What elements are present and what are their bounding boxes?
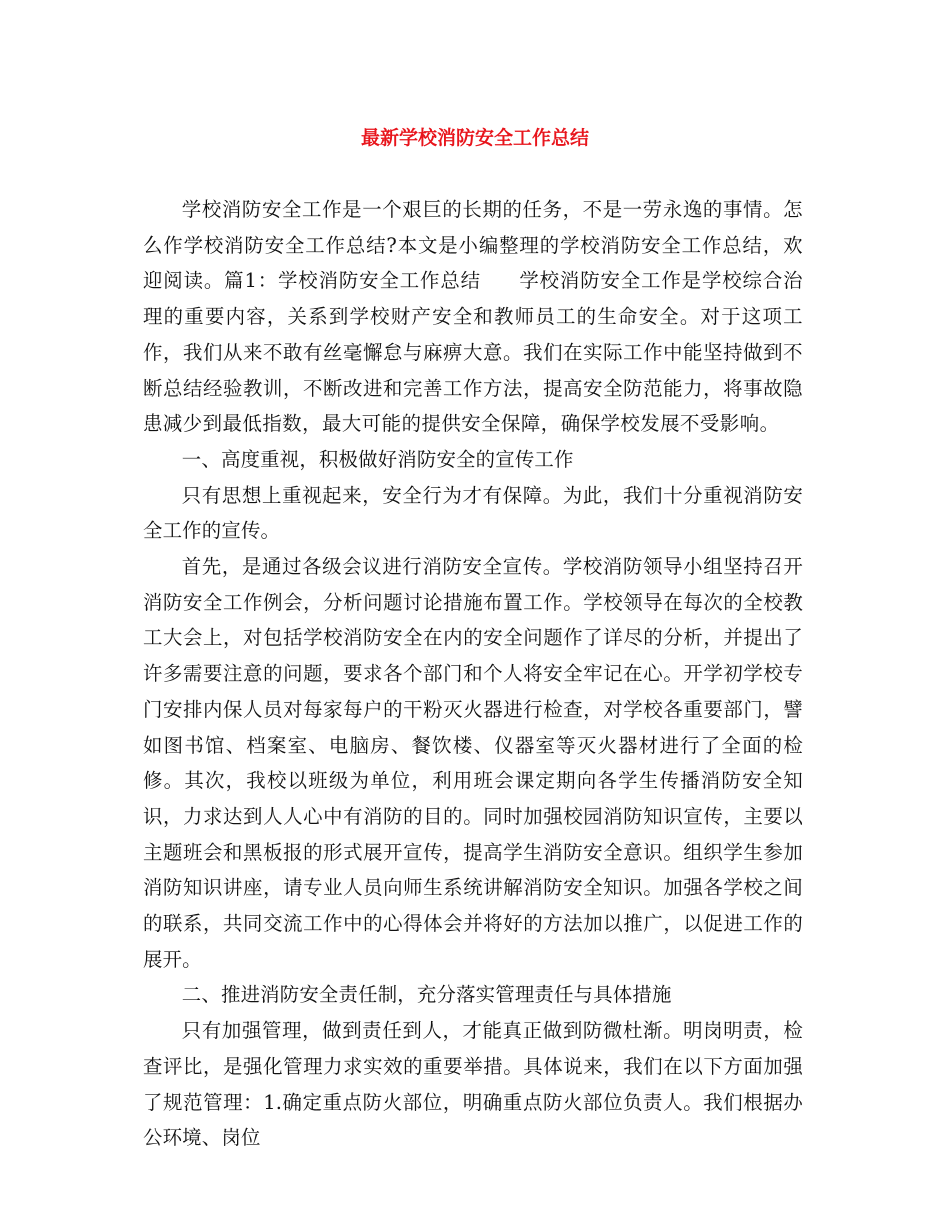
section1-heading: 一、高度重视，积极做好消防安全的宣传工作	[181, 447, 574, 471]
document-title: 最新学校消防安全工作总结	[360, 127, 589, 149]
document-body	[143, 192, 803, 1156]
intro-rest-text: 学校消防安全工作是学校综合治理的重要内容，关系到学校财产安全和教师员工的生命安全。对于这项工作，我们从来不敢有丝毫懈怠与麻痹大意。我们在实际工作中能坚持做到不断总结经验教训，不断改进和完善工作方法，提高安全防范能力，将事故隐患减少到最低指数，最大可能的提供安全保障，确保学校发展不受影响。	[143, 269, 804, 436]
intro-paragraph	[143, 192, 803, 442]
section1-paragraph-1: 只有思想上重视起来，安全行为才有保障。为此，我们十分重视消防安全工作的宣传。	[143, 483, 803, 543]
section2-heading: 二、推进消防安全责任制，充分落实管理责任与具体措施	[181, 983, 672, 1007]
intro-lead-text: 学校消防安全工作是一个艰巨的长期的任务，不是一劳永逸的事情。怎么作学校消防安全工作总结?本文是小编整理的学校消防安全工作总结，欢迎阅读。篇1：学校消防安全工作总结	[143, 198, 803, 293]
section2-paragraph-1: 只有加强管理，做到责任到人，才能真正做到防微杜渐。明岗明责，检查评比，是强化管理力求实效的重要举措。具体说来，我们在以下方面加强了规范管理：1.确定重点防火部位，明确重点防火部位负责人。我们根据办公环境、岗位	[143, 1019, 803, 1150]
section1-paragraph-2: 首先，是通过各级会议进行消防安全宣传。学校消防领导小组坚持召开消防安全工作例会，分析问题讨论措施布置工作。学校领导在每次的全校教工大会上，对包括学校消防安全在内的安全问题作了详尽的分析，并提出了许多需要注意的问题，要求各个部门和个人将安全牢记在心。开学初学校专门安排内保人员对每家每户的干粉灭火器进行检查，对学校各重要部门，譬如图书馆、档案室、电脑房、餐饮楼、仪器室等灭火器材进行了全面的检修。其次，我校以班级为单位，利用班会课定期向各学生传播消防安全知识，力求达到人人心中有消防的目的。同时加强校园消防知识宣传，主要以主题班会和黑板报的形式展开宣传，提高学生消防安全意识。组织学生参加消防知识讲座，请专业人员向师生系统讲解消防安全知识。加强各学校之间的联系，共同交流工作中的心得体会并将好的方法加以推广，以促进工作的展开。	[143, 555, 803, 971]
